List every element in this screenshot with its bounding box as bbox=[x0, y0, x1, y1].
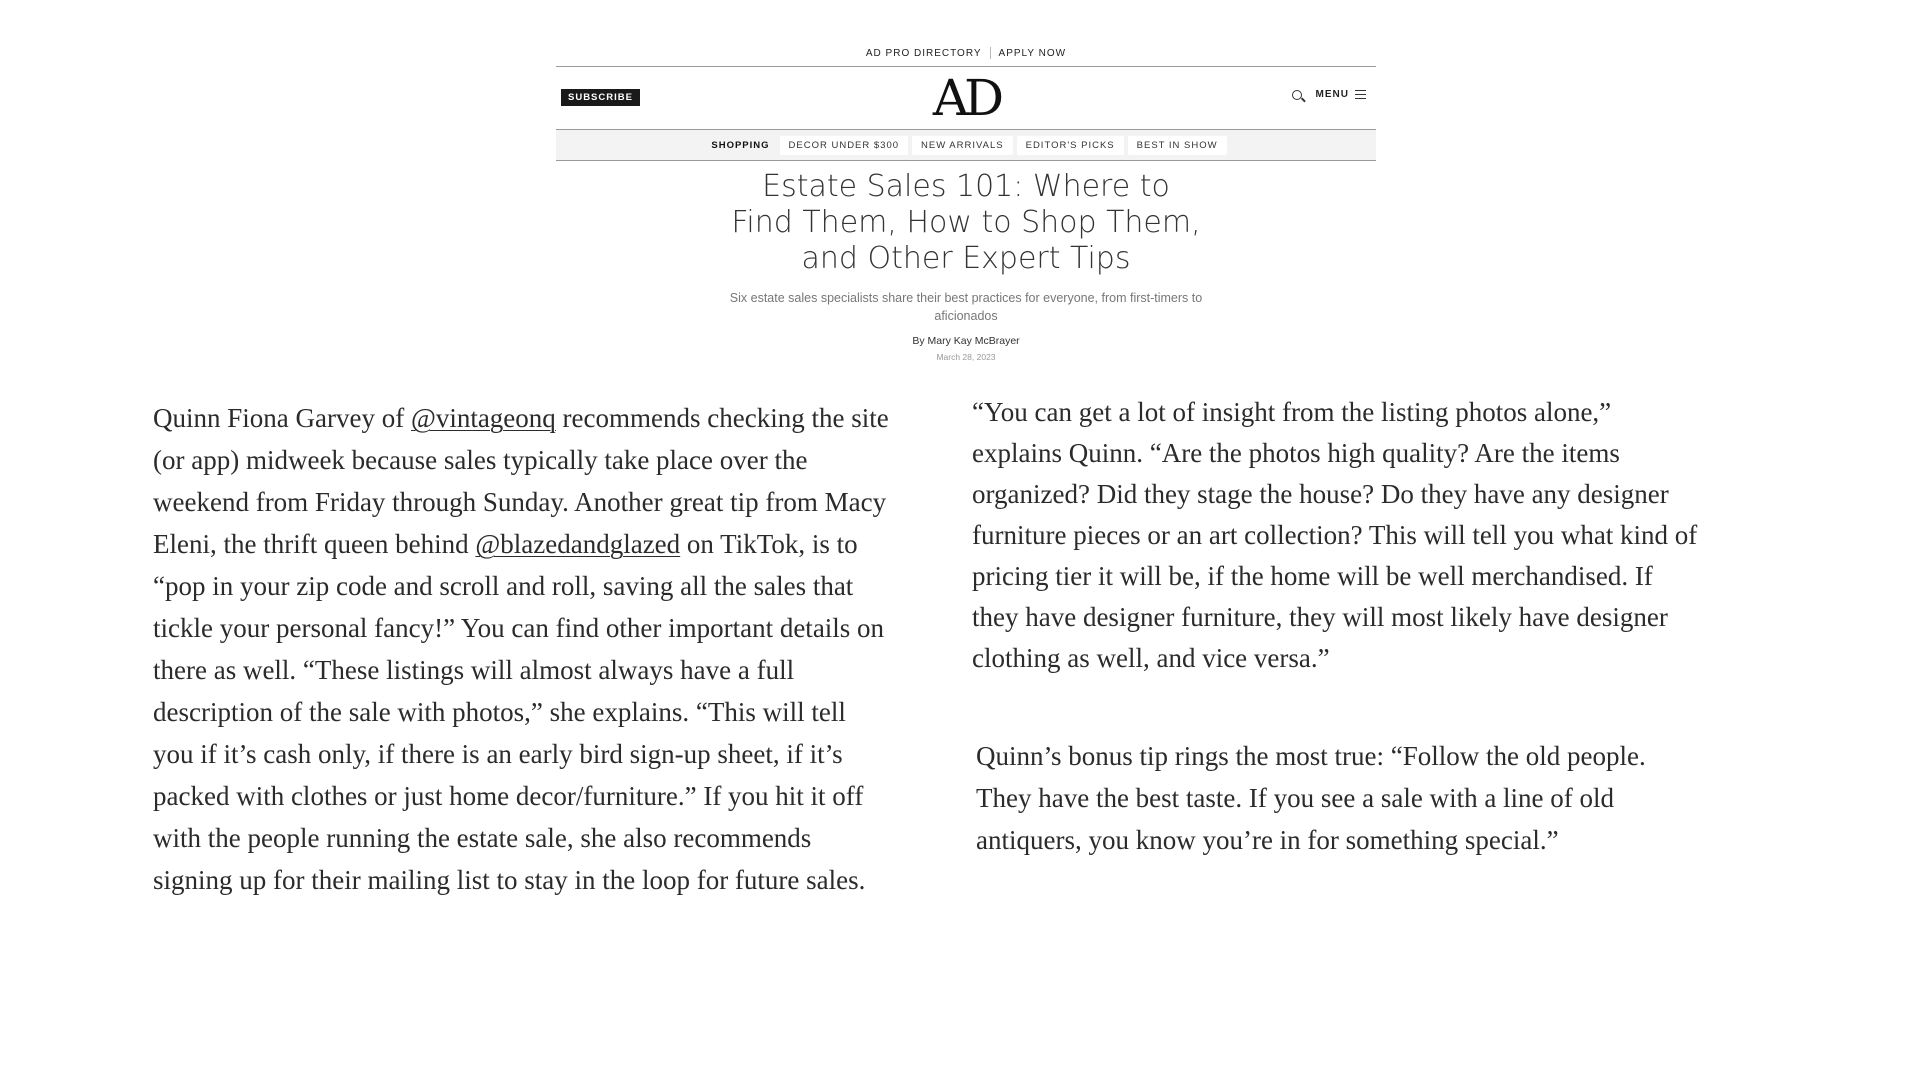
left-text-1: Quinn Fiona Garvey of bbox=[153, 403, 411, 433]
left-text-3: on TikTok, is to “pop in your zip code and scroll and roll, saving all the sales that tickle your personal fancy!” You can find other important details on there as well. “These listings will almost always have a full description of the sale with photos,” she explains. “This will tell you if it’s cash only, if there is an early bird sign-up sheet, if it’s packed with clothes or just home decor/furniture.” If you hit it off with the people running the estate sale, she also recommends signing up for their mailing list to stay in the loop for future sales. bbox=[153, 529, 885, 895]
nav-label-shopping[interactable]: SHOPPING bbox=[711, 139, 770, 151]
nav-item-decor-under-300[interactable]: DECOR UNDER $300 bbox=[780, 136, 909, 155]
nav-item-editors-picks[interactable]: EDITOR'S PICKS bbox=[1017, 136, 1124, 155]
right-paragraph-insight: “You can get a lot of insight from the listing photos alone,” explains Quinn. “Are the photos high quality? Are the items organized? Did they stage the house? Do they have any designer furniture pieces or an art collection? This will tell you what kind of pricing tier it will be, if the home will be well merchandised. If they have designer furniture, they will most likely have designer clothing as well, and vice versa.” bbox=[972, 397, 1698, 673]
article-dek: Six estate sales specialists share their best practices for everyone, from first-timers to aficionados bbox=[729, 291, 1203, 323]
hamburger-icon bbox=[1355, 90, 1366, 99]
masthead-actions bbox=[1292, 89, 1366, 100]
shopping-nav bbox=[556, 130, 1376, 161]
ad-header-capture bbox=[556, 40, 1376, 362]
blazedandglazed-link[interactable]: @blazedandglazed bbox=[475, 529, 681, 559]
apply-now-link[interactable]: APPLY NOW bbox=[998, 47, 1067, 59]
article-title: Estate Sales 101: Where to Find Them, How to Shop Them, and Other Expert Tips bbox=[731, 169, 1201, 276]
subscribe-button[interactable]: SUBSCRIBE bbox=[561, 89, 640, 106]
nav-item-new-arrivals[interactable]: NEW ARRIVALS bbox=[912, 136, 1013, 155]
masthead bbox=[556, 66, 1376, 130]
nav-item-best-in-show[interactable]: BEST IN SHOW bbox=[1128, 136, 1227, 155]
left-paragraph bbox=[153, 397, 893, 901]
menu-button[interactable] bbox=[1316, 89, 1366, 100]
publish-date: March 28, 2023 bbox=[936, 352, 996, 362]
utility-nav bbox=[556, 40, 1376, 66]
byline: By Mary Kay McBrayer bbox=[912, 335, 1020, 347]
ad-pro-directory-link[interactable]: AD PRO DIRECTORY bbox=[865, 47, 982, 59]
left-text-2: recommends checking the site (or app) midweek because sales typically take place over the weekend from Friday through Sunday. Another great tip from Macy Eleni, the thrift queen behind bbox=[153, 403, 889, 559]
vintageonq-link[interactable]: @vintageonq bbox=[410, 403, 556, 433]
article-header bbox=[556, 169, 1376, 362]
search-icon[interactable] bbox=[1292, 90, 1302, 100]
ad-logo[interactable]: AD bbox=[932, 69, 1000, 127]
right-paragraph-bonus-tip: Quinn’s bonus tip rings the most true: “Follow the old people. They have the best taste. If you see a sale with a line of old antiquers, you know you’re in for something special.” bbox=[976, 741, 1646, 855]
menu-label: MENU bbox=[1315, 89, 1349, 100]
